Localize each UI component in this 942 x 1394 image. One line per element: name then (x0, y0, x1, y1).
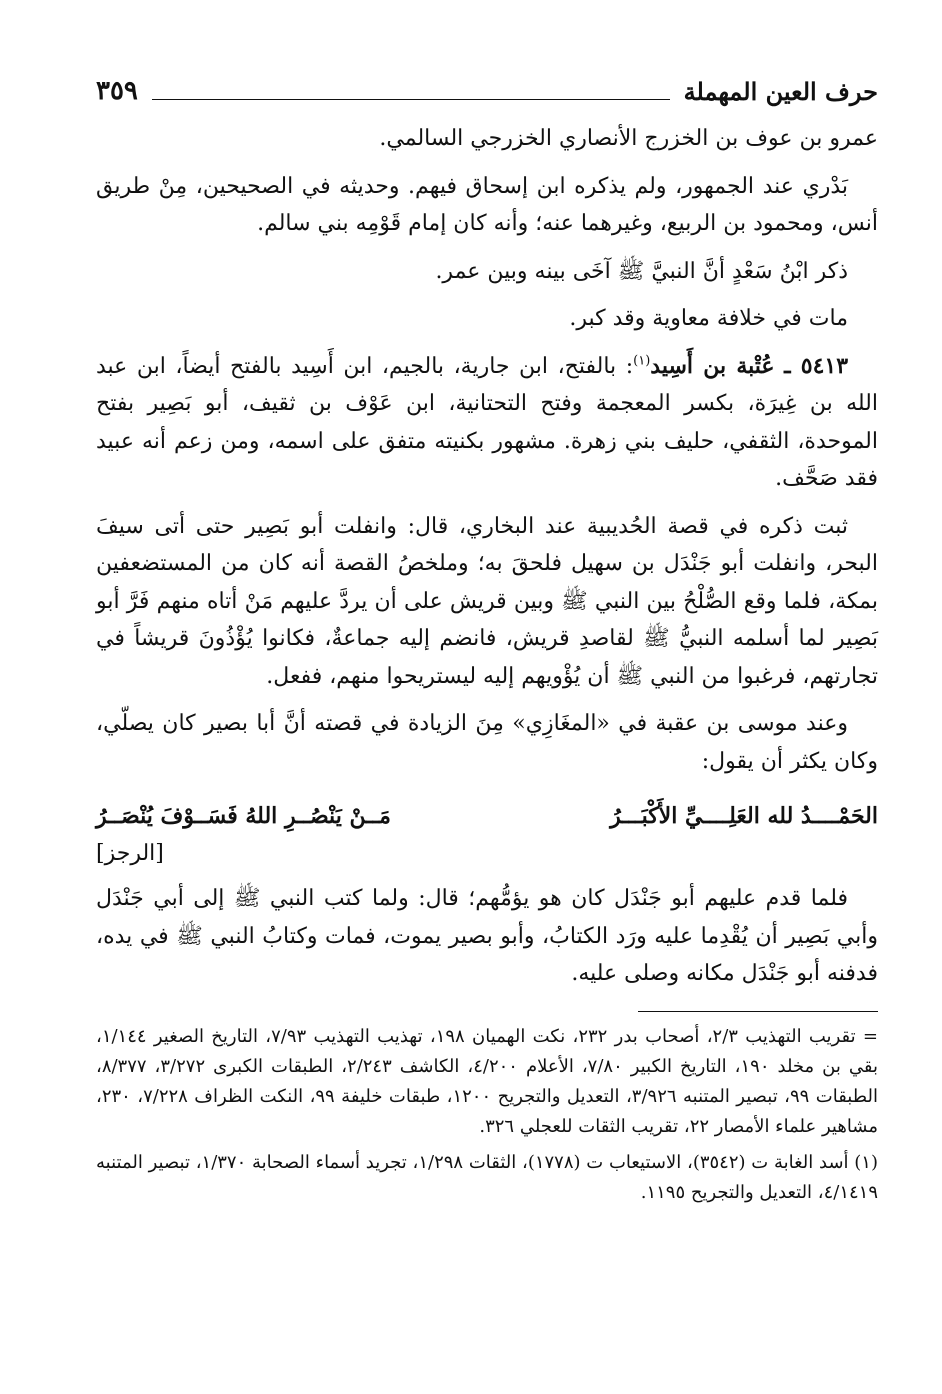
entry-description: : بالفتح، ابن جارية، بالجيم، ابن أَسِيد بالفتح أيضاً، ابن عبد الله بن غِيرَة، بكسر المعجمة وفتح التحتانية، ابن عَوْف بن ثقيف، أبو بَصِير بفتح الموحدة، الثقفي، حليف بني زهرة. مشهور بكنيته متفق على اسمه، ومن زعم أنه عبيد فقد صَحَّف. (96, 353, 878, 491)
paragraph-4: مات في خلافة معاوية وقد كبر. (569, 306, 848, 331)
entry-name: عُتْبة بن أَسِيد (650, 352, 775, 379)
paragraph-8: فلما قدم عليهم أبو جَنْدَل كان هو يؤمُّهم؛ قال: ولما كتب النبي ﷺ إلى أبي جَنْدَل وأبي بَصِير أن يُقْدِما عليه ورَد الكتابُ، وأبو بصير يموت، فمات وكتابُ النبي ﷺ في يده، فدفنه أبو جَنْدَل مكانه وصلى عليه. (96, 886, 878, 986)
verse-second-hemistich: مَــنْ يَنْصُــرِ اللهُ فَسَــوْفَ يُنْصَــرُ (96, 803, 391, 829)
paragraph-2: بَدْري عند الجمهور، ولم يذكره ابن إسحاق فيهم. وحديثه في الصحيحين، مِنْ طريق أنس، ومحمود بن الربيع، وغيرهما عنه؛ وأنه كان إمام قَوْمِه بني سالم. (96, 173, 878, 236)
footnote-1: (١) أسد الغابة ت (٣٥٤٢)، الاستيعاب ت (١٧٧٨)، الثقات ١/٢٩٨، تجريد أسماء الصحابة ١/٣٧٠، تبصير المتنبه ٤/١٤١٩، التعديل والتجريح ١١٩٥. (96, 1151, 878, 1203)
footnote-continuation: = تقريب التهذيب ٢/٣، أصحاب بدر ٢٣٢، نكت الهميان ١٩٨، تهذيب التهذيب ٧/٩٣، التاريخ الصغير ١/١٤٤، بقي بن مخلد ١٩٠، التاريخ الكبير ٧/٨٠، الأعلام ٤/٢٠٠، الكاشف ٢/٢٤٣، الطبقات الكبرى ٣/٢٧٢، ٨/٣٧٧، الطبقات ٩٩، تبصير المتنبه ٣/٩٢٦، التعديل والتجريح ١٢٠٠، طبقات خليفة ٩٩، النكت الظراف ٧/٢٢٨، ٢٣٠، مشاهير علماء الأمصار ٢٢، تقريب الثقات للعجلي ٣٢٦. (96, 1025, 879, 1137)
paragraph-1: عمرو بن عوف بن الخزرج الأنصاري الخزرجي السالمي. (379, 126, 878, 151)
footnote-separator (638, 1011, 878, 1012)
main-text (96, 120, 878, 993)
footnote-marker[interactable]: (١) (633, 353, 651, 369)
entry-number: ٥٤١٣ ـ (784, 352, 849, 379)
page-number: ٣٥٩ (96, 76, 138, 106)
footnotes (96, 1022, 878, 1208)
running-title: حرف العين المهملة (683, 77, 878, 106)
entry-paragraph (96, 348, 878, 498)
header-rule (152, 99, 670, 100)
paragraph-7: وعند موسى بن عقبة في «المغَازِي» مِنَ الزيادة في قصته أنَّ أبا بصير كان يصلّي، وكان يكثر أن يقول: (96, 711, 878, 774)
poetry-verse (96, 790, 878, 836)
verse-first-hemistich: الحَمْــــدُ لله العَلِــــيِّ الأَكْبَـــرُ (610, 803, 878, 829)
paragraph-6: ثبت ذكره في قصة الحُديبية عند البخاري، قال: وانفلت أبو بَصِير حتى أتى سيفَ البحر، وانفلت أبو جَنْدَل بن سهيل فلحقَ به؛ وملخصُ القصة أنه كان من المستضعفين بمكة، فلما وقع الصُّلْحُ بين النبي ﷺ وبين قريش على أن يردَّ عليهم مَنْ أتاه منهم فَرَّ أبو بَصِير لما أسلمه النبيُّ ﷺ لقاصدِ قريش، فانضم إليه جماعةٌ، فكانوا يُؤْذُونَ قريشاً في تجارتهم، فرغبوا من النبي ﷺ أن يُؤْويهم إليه ليستريحوا منهم، ففعل. (96, 513, 878, 689)
page-header (96, 72, 878, 106)
paragraph-3: ذكر ابْنُ سَعْدٍ أنَّ النبيَّ ﷺ آخَى بينه وبين عمر. (435, 258, 848, 284)
verse-meter: [الرجز] (96, 841, 164, 866)
